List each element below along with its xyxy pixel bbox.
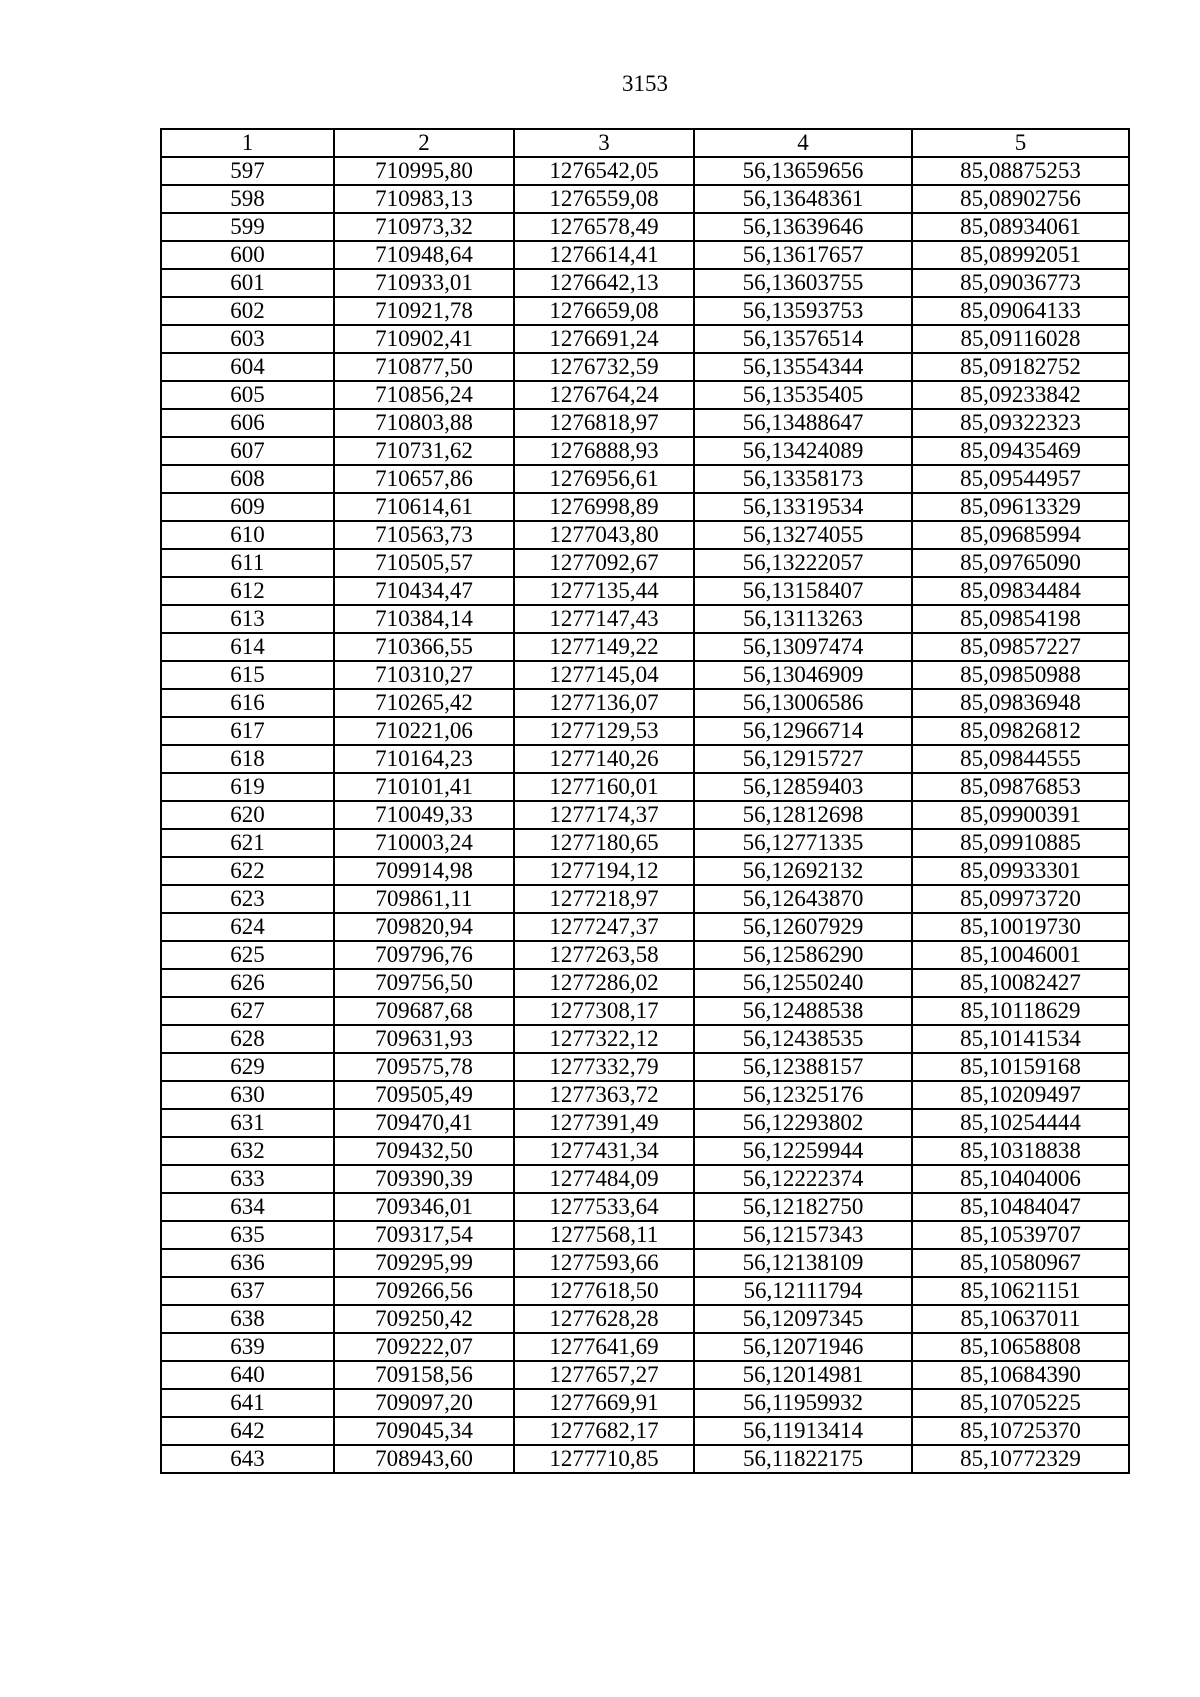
table-cell: 1277628,28 [514,1305,694,1333]
table-cell: 1277043,80 [514,521,694,549]
table-row [161,521,1129,549]
table-cell: 632 [161,1137,334,1165]
table-cell: 56,12438535 [694,1025,912,1053]
table-cell: 1276542,05 [514,157,694,185]
header-row [161,129,1129,157]
header-cell-5: 5 [912,129,1129,157]
table-cell: 85,10118629 [912,997,1129,1025]
table-cell: 710221,06 [334,717,514,745]
table-cell: 709756,50 [334,969,514,997]
table-row [161,1389,1129,1417]
table-cell: 710614,61 [334,493,514,521]
table-cell: 85,09900391 [912,801,1129,829]
table-cell: 609 [161,493,334,521]
table-cell: 624 [161,913,334,941]
table-cell: 643 [161,1445,334,1473]
table-cell: 1277568,11 [514,1221,694,1249]
table-row [161,353,1129,381]
table-cell: 608 [161,465,334,493]
table-cell: 56,13358173 [694,465,912,493]
table-cell: 85,09933301 [912,857,1129,885]
table-cell: 56,12966714 [694,717,912,745]
table-cell: 56,13576514 [694,325,912,353]
table-cell: 56,12259944 [694,1137,912,1165]
table-row [161,717,1129,745]
table-cell: 56,13097474 [694,633,912,661]
table-cell: 627 [161,997,334,1025]
table-cell: 1277180,65 [514,829,694,857]
table-cell: 85,09116028 [912,325,1129,353]
table-cell: 641 [161,1389,334,1417]
table-row [161,1417,1129,1445]
table-cell: 637 [161,1277,334,1305]
table-cell: 617 [161,717,334,745]
table-row [161,1025,1129,1053]
table-cell: 85,10621151 [912,1277,1129,1305]
table-cell: 56,13319534 [694,493,912,521]
table-cell: 709097,20 [334,1389,514,1417]
table-cell: 1277149,22 [514,633,694,661]
table-cell: 605 [161,381,334,409]
table-cell: 1277136,07 [514,689,694,717]
table-cell: 85,10209497 [912,1081,1129,1109]
table-cell: 85,09613329 [912,493,1129,521]
table-cell: 710101,41 [334,773,514,801]
table-cell: 636 [161,1249,334,1277]
table-cell: 56,13593753 [694,297,912,325]
table-cell: 85,10772329 [912,1445,1129,1473]
table-cell: 1277147,43 [514,605,694,633]
table-cell: 618 [161,745,334,773]
table-row [161,1081,1129,1109]
table-cell: 610 [161,521,334,549]
page-number: 3153 [622,71,668,96]
table-cell: 85,08934061 [912,213,1129,241]
table-cell: 613 [161,605,334,633]
table-cell: 1277641,69 [514,1333,694,1361]
table-row [161,1249,1129,1277]
table-row [161,801,1129,829]
table-cell: 85,10019730 [912,913,1129,941]
table-cell: 85,10484047 [912,1193,1129,1221]
table-cell: 709861,11 [334,885,514,913]
table-cell: 85,09036773 [912,269,1129,297]
table-cell: 625 [161,941,334,969]
table-cell: 1277174,37 [514,801,694,829]
table-cell: 56,12388157 [694,1053,912,1081]
table-row [161,1305,1129,1333]
table-cell: 56,12859403 [694,773,912,801]
table-row [161,465,1129,493]
table-cell: 628 [161,1025,334,1053]
table-cell: 56,13617657 [694,241,912,269]
table-cell: 642 [161,1417,334,1445]
table-cell: 85,09857227 [912,633,1129,661]
table-cell: 85,10684390 [912,1361,1129,1389]
table-cell: 1277160,01 [514,773,694,801]
table-row [161,1333,1129,1361]
table-cell: 56,12550240 [694,969,912,997]
table-cell: 709505,49 [334,1081,514,1109]
header-cell-2: 2 [334,129,514,157]
header-cell-4: 4 [694,129,912,157]
table-cell: 709266,56 [334,1277,514,1305]
table-cell: 640 [161,1361,334,1389]
table-cell: 710563,73 [334,521,514,549]
table-body [161,157,1129,1473]
table-cell: 56,13603755 [694,269,912,297]
table-cell: 85,09182752 [912,353,1129,381]
table-cell: 56,11822175 [694,1445,912,1473]
table-row [161,689,1129,717]
header-cell-1: 1 [161,129,334,157]
table-row [161,1193,1129,1221]
table-cell: 56,12138109 [694,1249,912,1277]
table-cell: 709631,93 [334,1025,514,1053]
table-cell: 1277332,79 [514,1053,694,1081]
table-cell: 621 [161,829,334,857]
table-cell: 606 [161,409,334,437]
table-row [161,1165,1129,1193]
table-cell: 56,13535405 [694,381,912,409]
table-cell: 1276956,61 [514,465,694,493]
table-cell: 85,09836948 [912,689,1129,717]
table-cell: 710049,33 [334,801,514,829]
table-cell: 709914,98 [334,857,514,885]
table-cell: 85,10705225 [912,1389,1129,1417]
table-cell: 1276659,08 [514,297,694,325]
table-row [161,633,1129,661]
table-row [161,605,1129,633]
table-cell: 709158,56 [334,1361,514,1389]
table-cell: 1276614,41 [514,241,694,269]
table-cell: 1277308,17 [514,997,694,1025]
table-row [161,1361,1129,1389]
table-cell: 710366,55 [334,633,514,661]
coordinates-table [160,128,1130,1474]
table-cell: 630 [161,1081,334,1109]
table-cell: 56,13488647 [694,409,912,437]
table-cell: 639 [161,1333,334,1361]
table-cell: 56,12488538 [694,997,912,1025]
table-row [161,997,1129,1025]
table-cell: 709317,54 [334,1221,514,1249]
table-cell: 709045,34 [334,1417,514,1445]
table-row [161,773,1129,801]
table-row [161,493,1129,521]
table-cell: 85,09685994 [912,521,1129,549]
table-row [161,1053,1129,1081]
table-cell: 1276559,08 [514,185,694,213]
table-cell: 710310,27 [334,661,514,689]
table-cell: 56,13222057 [694,549,912,577]
table-row [161,269,1129,297]
table-cell: 710948,64 [334,241,514,269]
table-cell: 56,12111794 [694,1277,912,1305]
table-row [161,661,1129,689]
table-cell: 615 [161,661,334,689]
table-cell: 85,10580967 [912,1249,1129,1277]
table-cell: 85,09854198 [912,605,1129,633]
table-cell: 85,09910885 [912,829,1129,857]
table-cell: 708943,60 [334,1445,514,1473]
table-cell: 709575,78 [334,1053,514,1081]
table-row [161,885,1129,913]
table-cell: 1277657,27 [514,1361,694,1389]
table-cell: 1277194,12 [514,857,694,885]
table-cell: 1277391,49 [514,1109,694,1137]
table-header [161,129,1129,157]
table-row [161,1221,1129,1249]
table-cell: 85,09322323 [912,409,1129,437]
table-cell: 604 [161,353,334,381]
table-cell: 85,10254444 [912,1109,1129,1137]
table-row [161,549,1129,577]
table-cell: 85,08875253 [912,157,1129,185]
table-row [161,913,1129,941]
table-cell: 603 [161,325,334,353]
table-cell: 631 [161,1109,334,1137]
table-cell: 709432,50 [334,1137,514,1165]
table-cell: 85,10539707 [912,1221,1129,1249]
table-cell: 710003,24 [334,829,514,857]
table-cell: 709470,41 [334,1109,514,1137]
table-cell: 1277145,04 [514,661,694,689]
table-cell: 56,12157343 [694,1221,912,1249]
table-cell: 56,13158407 [694,577,912,605]
table-cell: 56,13274055 [694,521,912,549]
table-cell: 602 [161,297,334,325]
table-cell: 85,08992051 [912,241,1129,269]
table-cell: 710265,42 [334,689,514,717]
table-cell: 629 [161,1053,334,1081]
table-cell: 710505,57 [334,549,514,577]
table-cell: 85,10404006 [912,1165,1129,1193]
table-cell: 634 [161,1193,334,1221]
table-row [161,409,1129,437]
table-cell: 1276998,89 [514,493,694,521]
table-cell: 85,09973720 [912,885,1129,913]
table-cell: 635 [161,1221,334,1249]
table-cell: 710921,78 [334,297,514,325]
table-cell: 709687,68 [334,997,514,1025]
table-cell: 85,09826812 [912,717,1129,745]
table-cell: 710973,32 [334,213,514,241]
table-cell: 1277092,67 [514,549,694,577]
table-cell: 709250,42 [334,1305,514,1333]
table-row [161,213,1129,241]
table-cell: 56,12071946 [694,1333,912,1361]
table-cell: 1276818,97 [514,409,694,437]
table-cell: 612 [161,577,334,605]
table-cell: 56,13639646 [694,213,912,241]
table-cell: 1277618,50 [514,1277,694,1305]
table-cell: 56,13113263 [694,605,912,633]
table-cell: 56,12771335 [694,829,912,857]
table-row [161,1445,1129,1473]
table-cell: 1277682,17 [514,1417,694,1445]
table-row [161,1109,1129,1137]
table-cell: 620 [161,801,334,829]
table-cell: 85,09876853 [912,773,1129,801]
table-cell: 56,12097345 [694,1305,912,1333]
table-row [161,857,1129,885]
table-cell: 1276578,49 [514,213,694,241]
table-cell: 622 [161,857,334,885]
table-cell: 709390,39 [334,1165,514,1193]
table-cell: 56,13648361 [694,185,912,213]
table-row [161,157,1129,185]
table-cell: 1277431,34 [514,1137,694,1165]
table-cell: 56,12182750 [694,1193,912,1221]
table-cell: 611 [161,549,334,577]
table-cell: 626 [161,969,334,997]
table-row [161,577,1129,605]
table-cell: 1277533,64 [514,1193,694,1221]
table-row [161,185,1129,213]
table-cell: 56,12014981 [694,1361,912,1389]
table-cell: 85,10082427 [912,969,1129,997]
table-row [161,941,1129,969]
table-row [161,325,1129,353]
table-cell: 1277484,09 [514,1165,694,1193]
table-cell: 85,10318838 [912,1137,1129,1165]
table-cell: 709796,76 [334,941,514,969]
table-cell: 85,09233842 [912,381,1129,409]
table-cell: 1277669,91 [514,1389,694,1417]
table-cell: 599 [161,213,334,241]
table-cell: 56,12586290 [694,941,912,969]
table-cell: 56,13006586 [694,689,912,717]
table-cell: 1276732,59 [514,353,694,381]
table-cell: 85,09850988 [912,661,1129,689]
table-cell: 56,13554344 [694,353,912,381]
table-cell: 85,09844555 [912,745,1129,773]
table-cell: 1277140,26 [514,745,694,773]
table-cell: 709222,07 [334,1333,514,1361]
table-cell: 85,10141534 [912,1025,1129,1053]
table-cell: 607 [161,437,334,465]
table-row [161,381,1129,409]
table-cell: 56,12812698 [694,801,912,829]
table-cell: 56,12692132 [694,857,912,885]
table-cell: 85,10159168 [912,1053,1129,1081]
table-row [161,829,1129,857]
table-cell: 1277218,97 [514,885,694,913]
table-cell: 710877,50 [334,353,514,381]
table-cell: 710384,14 [334,605,514,633]
table-cell: 1277286,02 [514,969,694,997]
table-row [161,969,1129,997]
table-cell: 56,11913414 [694,1417,912,1445]
table-row [161,1137,1129,1165]
table-cell: 56,12325176 [694,1081,912,1109]
table-cell: 1277129,53 [514,717,694,745]
table-cell: 710933,01 [334,269,514,297]
table-cell: 1276691,24 [514,325,694,353]
table-cell: 1277363,72 [514,1081,694,1109]
table-cell: 1277247,37 [514,913,694,941]
table-cell: 85,08902756 [912,185,1129,213]
table-cell: 85,10658808 [912,1333,1129,1361]
table-cell: 710731,62 [334,437,514,465]
table-cell: 597 [161,157,334,185]
table-cell: 619 [161,773,334,801]
table-cell: 85,10637011 [912,1305,1129,1333]
table-cell: 85,09435469 [912,437,1129,465]
table-cell: 710902,41 [334,325,514,353]
table-cell: 710434,47 [334,577,514,605]
table-cell: 85,09064133 [912,297,1129,325]
table-cell: 1276764,24 [514,381,694,409]
table-cell: 710803,88 [334,409,514,437]
table-cell: 56,13424089 [694,437,912,465]
table-cell: 1276888,93 [514,437,694,465]
table-cell: 709346,01 [334,1193,514,1221]
table-cell: 56,12293802 [694,1109,912,1137]
table-cell: 710164,23 [334,745,514,773]
table-cell: 598 [161,185,334,213]
table-cell: 56,13046909 [694,661,912,689]
table-cell: 85,09544957 [912,465,1129,493]
table-row [161,745,1129,773]
table-cell: 601 [161,269,334,297]
table-cell: 623 [161,885,334,913]
table-cell: 614 [161,633,334,661]
table-cell: 1277135,44 [514,577,694,605]
table-cell: 56,12643870 [694,885,912,913]
table-cell: 710983,13 [334,185,514,213]
table-cell: 1276642,13 [514,269,694,297]
table-cell: 633 [161,1165,334,1193]
table-cell: 1277322,12 [514,1025,694,1053]
table-cell: 600 [161,241,334,269]
table-cell: 710657,86 [334,465,514,493]
table-cell: 85,10725370 [912,1417,1129,1445]
table-cell: 56,12607929 [694,913,912,941]
table-cell: 56,12915727 [694,745,912,773]
table-cell: 1277710,85 [514,1445,694,1473]
table-row [161,1277,1129,1305]
table-cell: 56,13659656 [694,157,912,185]
table-cell: 1277593,66 [514,1249,694,1277]
table-row [161,437,1129,465]
table-cell: 709295,99 [334,1249,514,1277]
table-cell: 638 [161,1305,334,1333]
table-cell: 709820,94 [334,913,514,941]
table-cell: 710856,24 [334,381,514,409]
table-cell: 710995,80 [334,157,514,185]
table-row [161,241,1129,269]
table-cell: 616 [161,689,334,717]
table-cell: 85,09765090 [912,549,1129,577]
header-cell-3: 3 [514,129,694,157]
table-cell: 56,11959932 [694,1389,912,1417]
table-cell: 85,09834484 [912,577,1129,605]
table-cell: 56,12222374 [694,1165,912,1193]
table-cell: 1277263,58 [514,941,694,969]
table-cell: 85,10046001 [912,941,1129,969]
table-row [161,297,1129,325]
